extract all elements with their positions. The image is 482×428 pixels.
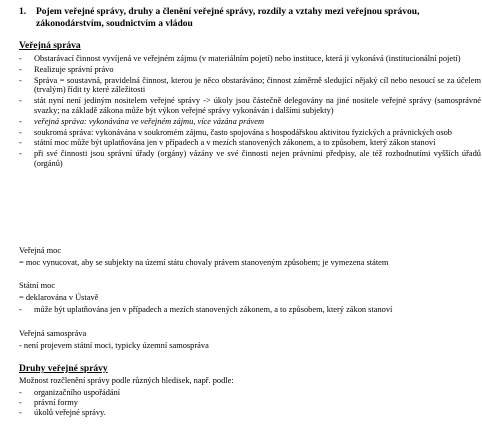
list-item: - může být uplatňována jen v případech a mezích stanovených zákonem, a to způsobem, který zákon stanoví <box>19 305 481 315</box>
list-item: - právní formy <box>19 398 481 408</box>
list-item: - úkolů veřejné správy. <box>19 408 481 418</box>
list-item: - veřejná správa: vykonávána ve veřejném zájmu, více vázána právem <box>19 117 481 127</box>
section-title-druhy: Druhy veřejné správy <box>19 364 108 374</box>
list-item: - státní moc může být uplatňována jen v případech a v mezích stanovených zákonem, a to způsobem, který zákon stanoví <box>19 138 481 148</box>
list-item: - soukromá správa: vykonávána v soukromém zájmu, často spojována s hospodářskou aktivitou fyzických a právnických osob <box>19 128 481 138</box>
chapter-title: Pojem veřejné správy, druhy a členění veřejné správy, rozdíly a vztahy mezi veřejnou správou, zákonodárstvím, soudnictvím a vládou <box>36 7 420 29</box>
druhy-list <box>19 388 481 417</box>
section-title-verejna-sprava: Veřejná správa <box>19 41 81 51</box>
statni-moc-title: Státní moc <box>19 281 56 290</box>
list-item: - při své činnosti jsou správní úřady (orgány) vázány ve své činnosti nejen právními předpisy, ale též rozhodnutími vyšších úřadů (orgánů) <box>19 149 481 169</box>
list-item: - Obstarávací činnost vyvíjená ve veřejném zájmu (v materiálním pojetí) nebo instituce, která ji vykonává (institucionální pojetí) <box>19 54 481 64</box>
samosprava-text: - není projevem státní moci, typicky územní samospráva <box>19 341 209 350</box>
list-item: - Správa = soustavná, pravidelná činnost, kterou je něco obstaráváno; činnost záměrně sledující nějaký cíl nebo nesoucí se za účelem (trvalým) řídit ty které záležitosti <box>19 76 481 96</box>
list-item: - Realizuje správní právo <box>19 65 481 75</box>
list-item: - organizačního uspořádání <box>19 388 481 398</box>
verejna-moc-title: Veřejná moc <box>19 246 62 255</box>
statni-moc-list <box>19 305 481 315</box>
list-item: - stát nyní není jediným nositelem veřejné správy -> úkoly jsou částečně delegovány na jiné nositele veřejné správy (samosprávné svazky; na základě zákona může být výkon veřejné správy vykonáván i dalšími subjekty) <box>19 96 481 116</box>
verejna-moc-definition: = moc vynucovat, aby se subjekty na území státu chovaly právem stanoveným způsobem; je vymezena státem <box>19 258 389 267</box>
druhy-intro: Možnost rozčlenění správy podle různých hledisek, např. podle: <box>19 376 234 385</box>
verejna-sprava-list <box>19 54 481 170</box>
chapter-number: 1. <box>19 7 27 17</box>
samosprava-title: Veřejná samospráva <box>19 329 87 338</box>
statni-moc-definition: = deklarována v Ústavě <box>19 293 99 302</box>
